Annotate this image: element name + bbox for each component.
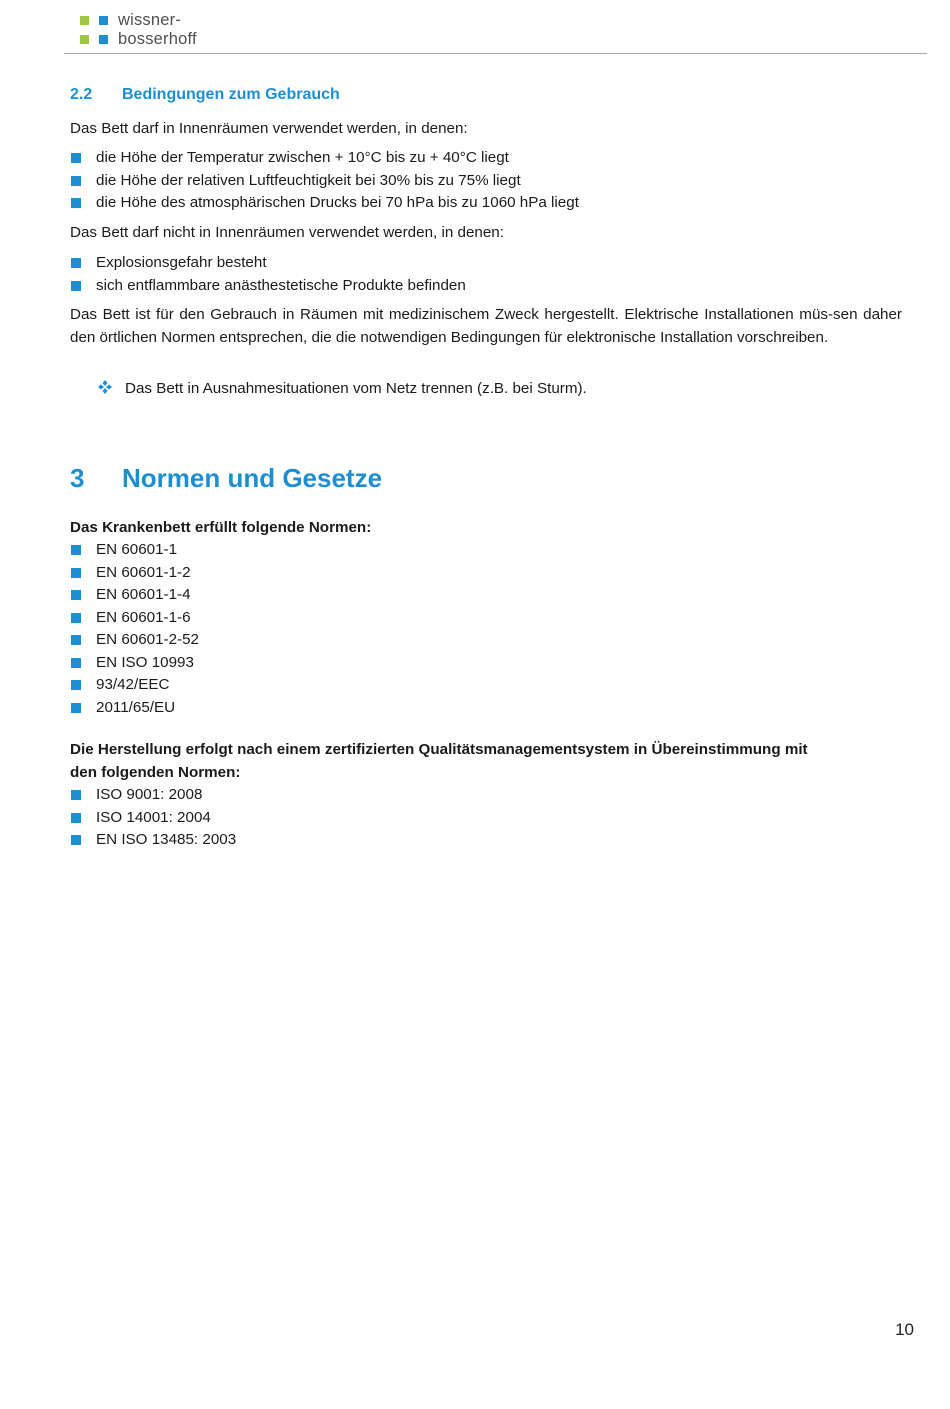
list-item: EN 60601-1-6: [70, 607, 199, 630]
four-diamond-bullet-icon: [98, 380, 112, 394]
list-item: EN 60601-1: [70, 539, 199, 562]
quality-standards-list: [70, 784, 236, 852]
blue-square-bullet-icon: [71, 703, 81, 713]
section-number: 3: [70, 463, 85, 493]
list-item: EN 60601-1-2: [70, 562, 199, 585]
blue-square-bullet-icon: [71, 281, 81, 291]
blue-square-bullet-icon: [71, 813, 81, 823]
blue-square-bullet-icon: [71, 198, 81, 208]
blue-square-bullet-icon: [71, 835, 81, 845]
installation-paragraph: Das Bett ist für den Gebrauch in Räumen mit medizinischem Zweck hergestellt. Elektrische Installationen müs-sen daher den örtlichen Normen entsprechen, die die notwendigen Bedingungen für elektronische Installation vorschreiben.: [70, 306, 902, 346]
page-number: 10: [895, 1320, 914, 1339]
intro-allowed: Das Bett darf in Innenräumen verwendet werden, in denen:: [70, 120, 468, 137]
list-item: Explosionsgefahr besteht: [70, 252, 466, 275]
list-item: EN ISO 13485: 2003: [70, 829, 236, 852]
blue-square-bullet-icon: [71, 658, 81, 668]
blue-square-bullet-icon: [71, 176, 81, 186]
blue-square-bullet-icon: [71, 590, 81, 600]
allowed-conditions-list: [70, 147, 579, 215]
section-title: Normen und Gesetze: [122, 463, 383, 493]
list-item: die Höhe der relativen Luftfeuchtigkeit bei 30% bis zu 75% liegt: [70, 170, 579, 193]
logo-squares-icon: [80, 16, 112, 46]
intro-forbidden: Das Bett darf nicht in Innenräumen verwendet werden, in denen:: [70, 224, 504, 241]
list-item: ISO 9001: 2008: [70, 784, 236, 807]
standards-list: [70, 539, 199, 719]
blue-square-bullet-icon: [71, 258, 81, 268]
logo-line-1: wissner-: [118, 11, 182, 29]
list-item: die Höhe der Temperatur zwischen + 10°C bis zu + 40°C liegt: [70, 147, 579, 170]
list-item: 2011/65/EU: [70, 697, 199, 720]
quality-intro: [70, 739, 902, 784]
list-item: EN ISO 10993: [70, 652, 199, 675]
list-item: sich entflammbare anästhestetische Produkte befinden: [70, 275, 466, 298]
list-item: EN 60601-1-4: [70, 584, 199, 607]
tip-text: Das Bett in Ausnahmesituationen vom Netz trennen (z.B. bei Sturm).: [125, 380, 587, 397]
blue-square-bullet-icon: [71, 680, 81, 690]
blue-square-bullet-icon: [71, 545, 81, 555]
quality-intro-line-1: Die Herstellung erfolgt nach einem zertifizierten Qualitätsmanagementsystem in Übereinstimmung mit: [70, 741, 808, 758]
logo-line-2: bosserhoff: [118, 30, 197, 48]
standards-intro: Das Krankenbett erfüllt folgende Normen:: [70, 519, 372, 536]
section-title: Bedingungen zum Gebrauch: [122, 86, 340, 103]
list-item: die Höhe des atmosphärischen Drucks bei 70 hPa bis zu 1060 hPa liegt: [70, 192, 579, 215]
header-divider: [64, 53, 927, 54]
blue-square-bullet-icon: [71, 790, 81, 800]
forbidden-conditions-list: [70, 252, 466, 297]
logo-wordmark: [118, 11, 197, 49]
blue-square-bullet-icon: [71, 635, 81, 645]
blue-square-bullet-icon: [71, 153, 81, 163]
list-item: 93/42/EEC: [70, 674, 199, 697]
section-number: 2.2: [70, 86, 93, 103]
list-item: EN 60601-2-52: [70, 629, 199, 652]
list-item: ISO 14001: 2004: [70, 807, 236, 830]
page-header: [80, 8, 928, 52]
blue-square-bullet-icon: [71, 568, 81, 578]
blue-square-bullet-icon: [71, 613, 81, 623]
quality-intro-line-2: den folgenden Normen:: [70, 763, 241, 781]
